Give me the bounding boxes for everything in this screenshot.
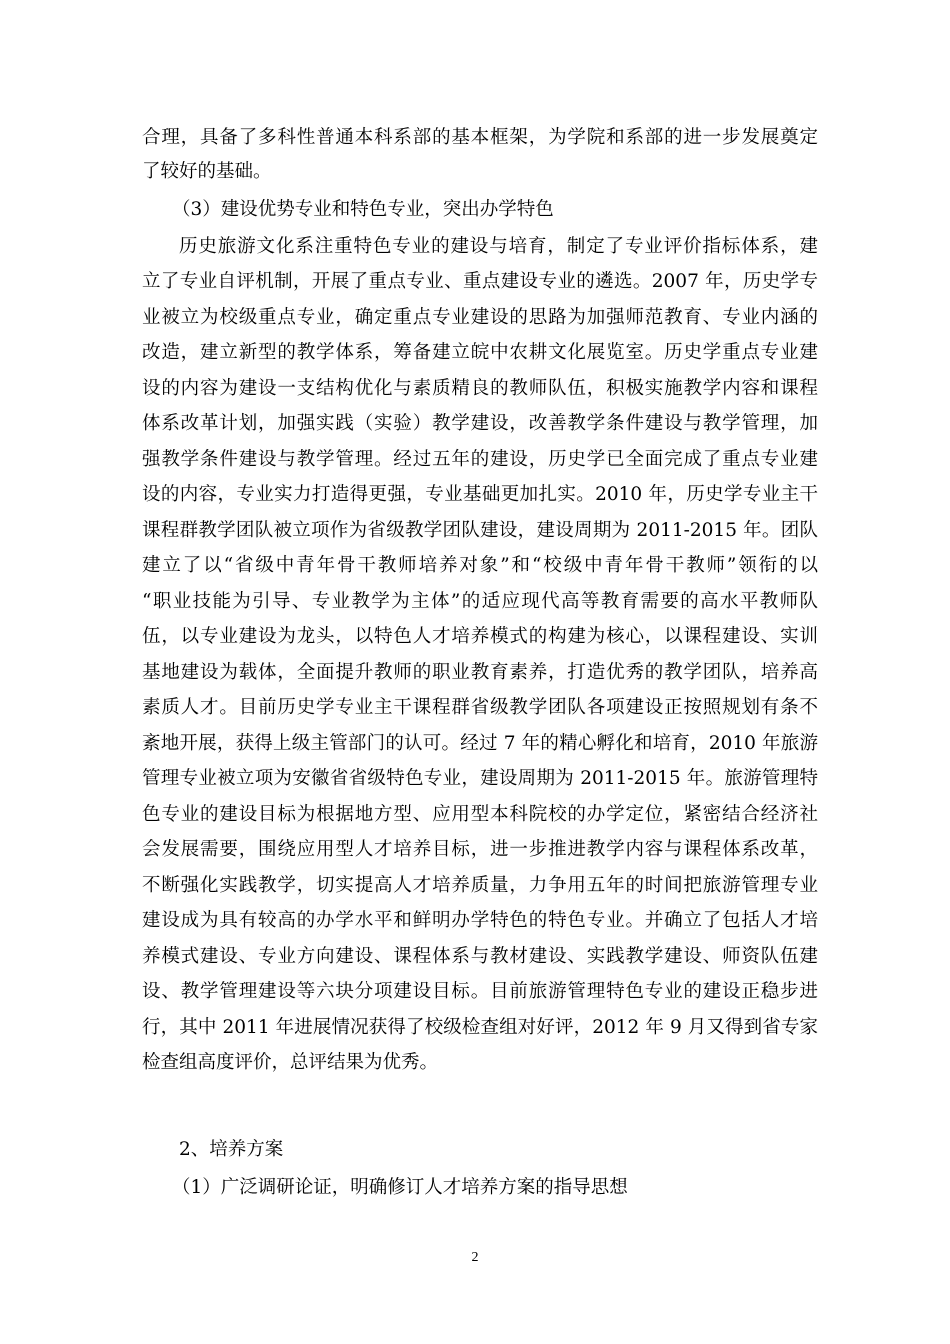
paragraph-line: 色专业的建设目标为根据地方型、应用型本科院校的办学定位，紧密结合经济社 bbox=[142, 804, 818, 825]
paragraph-line: 建立了以“省级中青年骨干教师培养对象”和“校级中青年骨干教师”领衔的以 bbox=[142, 555, 818, 576]
paragraph-line: 伍，以专业建设为龙头，以特色人才培养模式的构建为核心，以课程建设、实训 bbox=[142, 626, 818, 647]
paragraph-line: 行，其中 2011 年进展情况获得了校级检查组对好评，2012 年 9 月又得到省专家 bbox=[142, 1017, 818, 1038]
paragraph-line: 立了专业自评机制，开展了重点专业、重点建设专业的遴选。2007 年，历史学专 bbox=[142, 271, 818, 292]
section-heading: 2、培养方案 bbox=[179, 1139, 284, 1160]
paragraph-line: 素质人才。目前历史学专业主干课程群省级教学团队各项建设正按照规划有条不 bbox=[142, 697, 818, 718]
paragraph-line: 课程群教学团队被立项作为省级教学团队建设，建设周期为 2011-2015 年。团队 bbox=[142, 520, 818, 541]
paragraph-line: 检查组高度评价，总评结果为优秀。 bbox=[142, 1052, 439, 1073]
paragraph-line: 紊地开展，获得上级主管部门的认可。经过 7 年的精心孵化和培育，2010 年旅游 bbox=[142, 733, 818, 754]
page-number: 2 bbox=[471, 1250, 479, 1265]
paragraph-line: 设的内容为建设一支结构优化与素质精良的教师队伍，积极实施教学内容和课程 bbox=[142, 378, 818, 399]
paragraph-line: 了较好的基础。 bbox=[142, 161, 272, 182]
paragraph-line: 合理，具备了多科性普通本科系部的基本框架，为学院和系部的进一步发展奠定 bbox=[142, 127, 818, 148]
paragraph-line: “职业技能为引导、专业教学为主体”的适应现代高等教育需要的高水平教师队 bbox=[142, 591, 818, 612]
paragraph-line: 设的内容，专业实力打造得更强，专业基础更加扎实。2010 年，历史学专业主干 bbox=[142, 484, 818, 505]
paragraph-line: 改造，建立新型的教学体系，筹备建立皖中农耕文化展览室。历史学重点专业建 bbox=[142, 342, 818, 363]
paragraph-line: 管理专业被立项为安徽省省级特色专业，建设周期为 2011-2015 年。旅游管理特 bbox=[142, 768, 818, 789]
section-heading: （3）建设优势专业和特色专业，突出办学特色 bbox=[172, 199, 554, 220]
paragraph-line: 体系改革计划，加强实践（实验）教学建设，改善教学条件建设与教学管理，加 bbox=[142, 413, 818, 434]
paragraph-line: 基地建设为载体，全面提升教师的职业教育素养，打造优秀的教学团队，培养高 bbox=[142, 662, 818, 683]
paragraph-line: 建设成为具有较高的办学水平和鲜明办学特色的特色专业。并确立了包括人才培 bbox=[142, 910, 818, 931]
paragraph-line: 会发展需要，围绕应用型人才培养目标，进一步推进教学内容与课程体系改革， bbox=[142, 839, 818, 860]
paragraph-line: 设、教学管理建设等六块分项建设目标。目前旅游管理特色专业的建设正稳步进 bbox=[142, 981, 818, 1002]
paragraph-line: 历史旅游文化系注重特色专业的建设与培育，制定了专业评价指标体系，建 bbox=[179, 236, 818, 257]
paragraph-line: 不断强化实践教学，切实提高人才培养质量，力争用五年的时间把旅游管理专业 bbox=[142, 875, 818, 896]
paragraph-line: 业被立为校级重点专业，确定重点专业建设的思路为加强师范教育、专业内涵的 bbox=[142, 307, 818, 328]
paragraph-line: 养模式建设、专业方向建设、课程体系与教材建设、实践教学建设、师资队伍建 bbox=[142, 946, 818, 967]
subsection-heading: （1）广泛调研论证，明确修订人才培养方案的指导思想 bbox=[172, 1177, 628, 1198]
paragraph-line: 强教学条件建设与教学管理。经过五年的建设，历史学已全面完成了重点专业建 bbox=[142, 449, 818, 470]
